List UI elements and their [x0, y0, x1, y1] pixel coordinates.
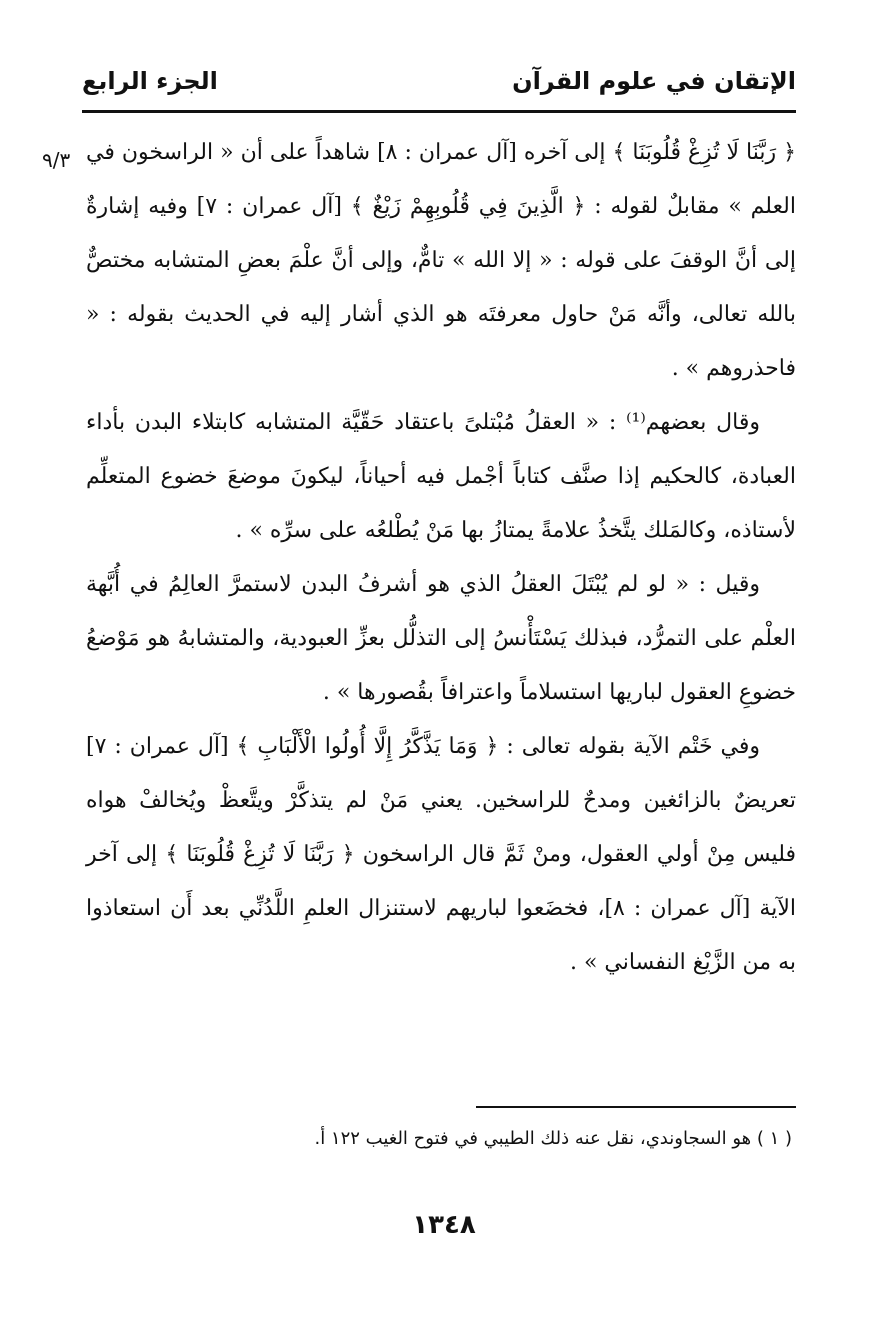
footnote-rule	[476, 1106, 796, 1108]
running-header	[82, 58, 796, 104]
paragraph: وقيل : « لو لم يُبْتَلَ العقلُ الذي هو أشرفُ البدن لاستمرَّ العالِمُ في أُبَّهة العلْم على التمرُّد، فبذلك يَسْتَأْنسُ إلى التذلُّل بعزِّ العبودية، والمتشابهُ هو مَوْضعُ خضوعِ العقول لباريها استسلاماً واعترافاً بقُصورها » .	[86, 572, 796, 705]
volume-label: الجزء الرابع	[82, 67, 218, 95]
margin-reference: ٩/٣	[42, 148, 71, 172]
book-title: الإتقان في علوم القرآن	[512, 67, 796, 95]
paragraph: وقال بعضهم⁽¹⁾ : « العقلُ مُبْتلىً باعتقاد حَقّيَّة المتشابه كابتلاء البدن بأداء العبادة، كالحكيم إذا صنَّف كتاباً أجْمل فيه أحياناً، ليكونَ موضعَ خضوع المتعلِّم لأستاذه، وكالمَلك يتَّخذُ علامةً يمتازُ بها مَنْ يُطْلعُه على سرِّه » .	[86, 410, 796, 543]
paragraph: ﴿ رَبَّنَا لَا تُزِغْ قُلُوبَنَا ﴾ إلى آخره [آل عمران : ٨] شاهداً على أن « الراسخون في العلم » مقابلٌ لقوله : ﴿ الَّذِينَ فِي قُلُوبِهِمْ زَيْغٌ ﴾ [آل عمران : ٧] وفيه إشارةٌ إلى أنَّ الوقفَ على قوله : « إلا الله » تامٌّ، وإلى أنَّ علْمَ بعضِ المتشابه مختصٌّ بالله تعالى، وأنَّه مَنْ حاول معرفتَه هو الذي أشار إليه في الحديث بقوله : « فاحذروهم » .	[86, 140, 797, 381]
main-text	[86, 126, 796, 990]
footnote: ( ١ ) هو السجاوندي، نقل عنه ذلك الطيبي في فتوح الغيب ١٢٢ أ.	[314, 1128, 792, 1149]
paragraph: وفي خَتْم الآية بقوله تعالى : ﴿ وَمَا يَذَّكَّرُ إِلَّا أُولُوا الْأَلْبَابِ ﴾ [آل عمران : ٧] تعريضٌ بالزائغين ومدحٌ للراسخين. يعني مَنْ لم يتذكَّرْ ويتَّعظْ ويُخالفْ هواه فليس مِنْ أولي العقول، ومنْ ثَمَّ قال الراسخون ﴿ رَبَّنَا لَا تُزِغْ قُلُوبَنَا ﴾ إلى آخر الآية [آل عمران : ٨]، فخضَعوا لباريهم لاستنزال العلمِ اللَّدُنِّي بعد أَن استعاذوا به من الزَّيْغ النفساني » .	[86, 734, 797, 975]
header-rule	[82, 110, 796, 113]
page-number: ١٣٤٨	[412, 1210, 476, 1240]
